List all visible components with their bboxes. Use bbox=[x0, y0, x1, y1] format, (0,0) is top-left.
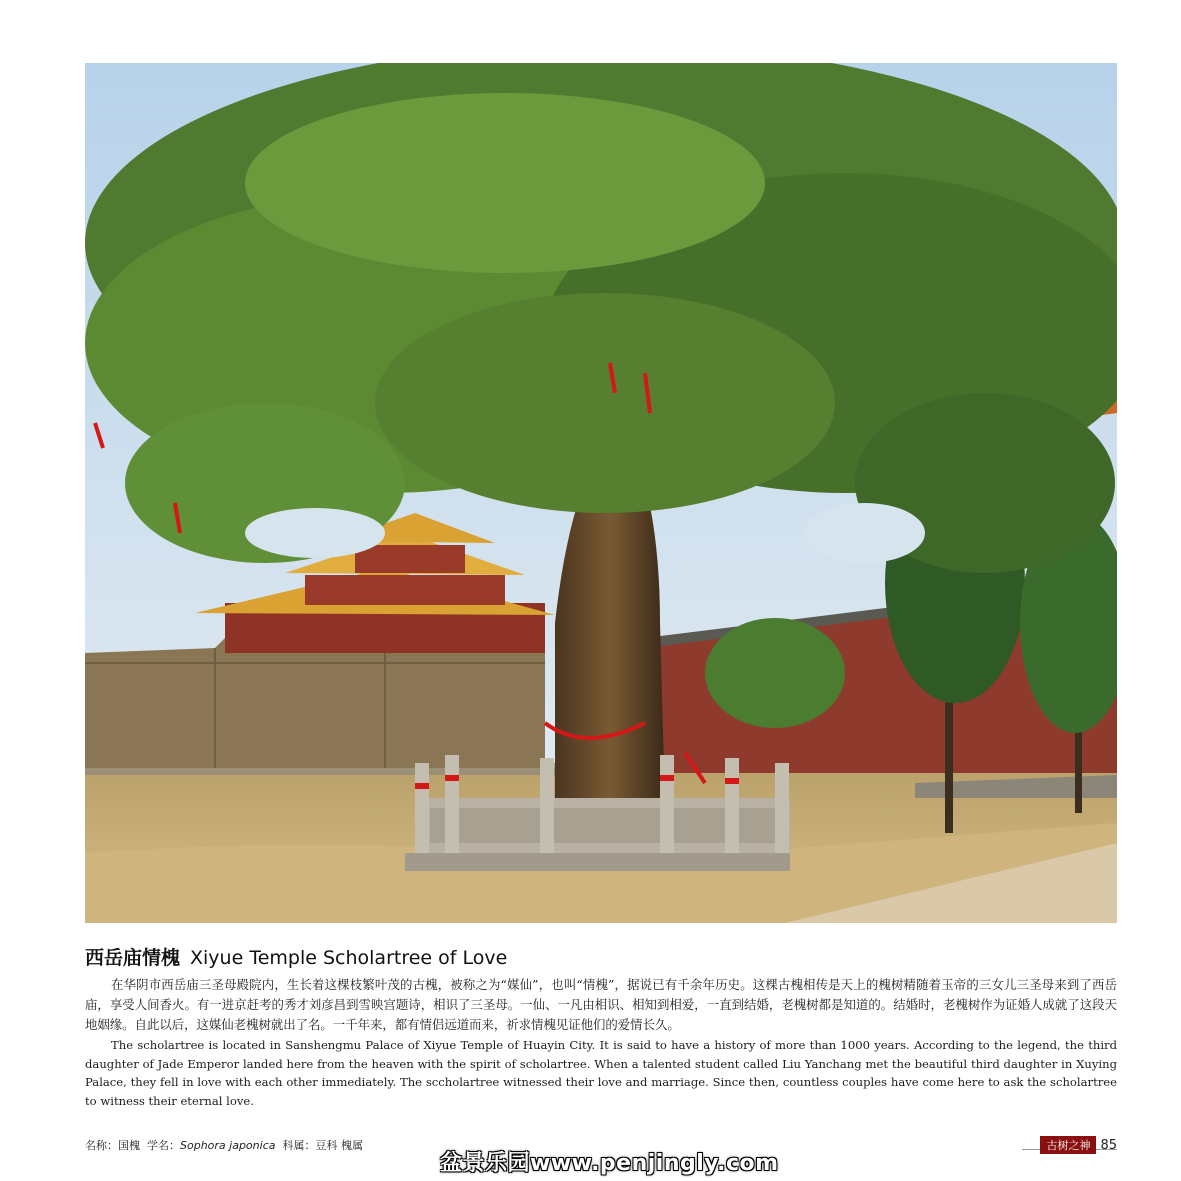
section-title bbox=[85, 943, 1117, 973]
family-value: 豆科 槐属 bbox=[315, 1139, 363, 1152]
section-badge: 古树之神 bbox=[1040, 1136, 1096, 1154]
tree-photo-illustration bbox=[85, 63, 1117, 923]
tree-photo bbox=[85, 63, 1117, 923]
page-number: 85 bbox=[1100, 1137, 1117, 1153]
title-chinese: 西岳庙情槐 bbox=[85, 947, 181, 969]
name-label: 名称： bbox=[85, 1139, 118, 1152]
watermark: 盆景乐园www.penjingly.com bbox=[440, 1151, 779, 1176]
body-text-english: The scholartree is located in Sanshengmu Palace of Xiyue Temple of Huayin City. It is said to have a history of more than 1000 years. According to the legend, the third daughter of Jade Emperor landed here from the heaven with the spirit of scholartree. When a talented student called Liu Yanchang met the beautiful third daughter in Xuying Palace, they fell in love with each other immediately. The sccholartree witnessed their love and marriage. Since then, countless couples have come here to ask the scholartree to witness their eternal love. bbox=[85, 1038, 1117, 1108]
name-value: 国槐 bbox=[118, 1139, 140, 1152]
family-label: 科属： bbox=[282, 1139, 316, 1152]
sci-label: 学名： bbox=[147, 1139, 180, 1152]
page-footer bbox=[1040, 1136, 1117, 1154]
sci-value: Sophora japonica bbox=[180, 1139, 276, 1152]
species-caption bbox=[85, 1137, 363, 1153]
title-english: Xiyue Temple Scholartree of Love bbox=[190, 947, 508, 969]
body-text-chinese: 在华阴市西岳庙三圣母殿院内，生长着这棵枝繁叶茂的古槐，被称之为“媒仙”，也叫“情槐”，据说已有千余年历史。这棵古槐相传是天上的槐树精随着玉帝的三女儿三圣母来到了西岳庙，享受人间香火。有一进京赶考的秀才刘彦昌到雪映宫题诗，相识了三圣母。一仙、一凡由相识、相知到相爱，一直到结婚，老槐树都是知道的。结婚时，老槐树作为证婚人成就了这段天地姻缘。自此以后，这媒仙老槐树就出了名。一千年来，都有情侣远道而来，祈求情槐见证他们的爱情长久。 bbox=[85, 977, 1117, 1032]
